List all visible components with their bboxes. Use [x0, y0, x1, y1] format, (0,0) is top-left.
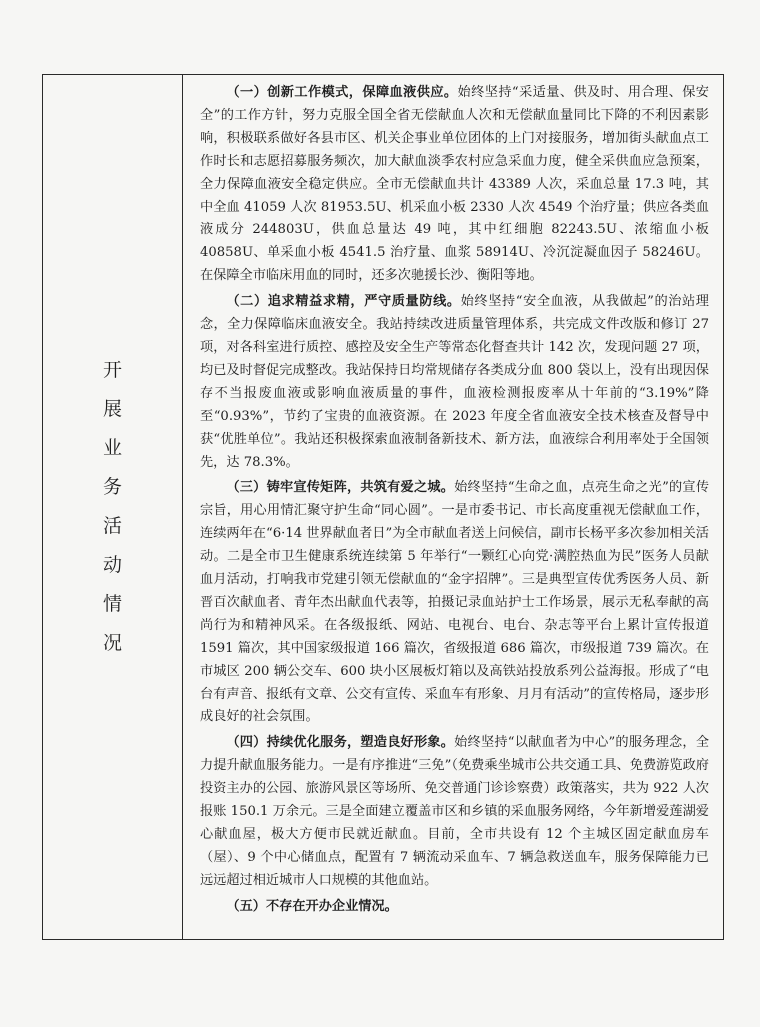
- label-char: 况: [102, 632, 122, 654]
- section-body: 始终坚持“采适量、供及时、用合理、保安全”的工作方针，努力克服全国全省无偿献血人次和无偿献血量同比下降的不利因素影响，积极联系做好各县市区、机关企事业单位团体的上门对接服务，增加街头献血点工作时长和志愿招募服务频次，加大献血淡季农村应急采血力度，健全采供血应急预案，全力保障血液安全稳定供应。全市无偿献血共计 43389 人次，采血总量 17.3 吨，其中全血 41059 人次 81953.5U、机采血小板 2330 人次 4549 个治疗量；供应各类血液成分 244803U，供血总量达 49 吨，其中红细胞 82243.5U、浓缩血小板 40858U、单采血小板 4541.5 治疗量、血浆 58914U、冷沉淀凝血因子 58246U。在保障全市临床用血的同时，还多次驰援长沙、衡阳等地。: [200, 85, 709, 284]
- report-table: [42, 74, 724, 940]
- label-char: 动: [102, 554, 122, 576]
- section-paragraph-2: [200, 291, 709, 474]
- section-body: 始终坚持“安全血液，从我做起”的治站理念，全力保障临床血液安全。我站持续改进质量管理体系，共完成文件改版和修订 27 项，对各科室进行质控、感控及安全生产等常态化督查共计 142 次，发现问题 27 项，均已及时督促完成整改。我站保持日均常规储存各类成分血 800 袋以上，没有出现因保存不当报废血液或影响血液质量的事件，血液检测报废率从十年前的“3.19%”降至“0.93%”，节约了宝贵的血液资源。在 2023 年度全省血液安全技术核查及督导中获“优胜单位”。我站还积极探索血液制备新技术、新方法，血液综合利用率处于全国领先，达 78.3%。: [200, 294, 709, 470]
- label-char: 展: [102, 398, 122, 420]
- section-paragraph-1: [200, 82, 709, 288]
- content-cell: [183, 75, 723, 939]
- section-paragraph-4: [200, 732, 709, 892]
- section-body: 始终坚持“生命之血，点亮生命之光”的宣传宗旨，用心用情汇聚守护生命“同心圆”。一是市委书记、市长高度重视无偿献血工作，连续两年在“6·14 世界献血者日”为全市献血者送上问候信，副市长杨平多次参加相关活动。二是全市卫生健康系统连续第 5 年举行“一颗红心向党·满腔热血为民”医务人员献血月活动，打响我市党建引领无偿献血的“金字招牌”。三是典型宣传优秀医务人员、新晋百次献血者、青年杰出献血代表等，拍摄记录血站护士工作场景，展示无私奉献的高尚行为和精神风采。在各级报纸、网站、电视台、电台、杂志等平台上累计宣传报道 1591 篇次，其中国家级报道 166 篇次，省级报道 686 篇次，市级报道 739 篇次。在市城区 200 辆公交车、600 块小区展板灯箱以及高铁站投放系列公益海报。形成了“电台有声音、报纸有文章、公交有宣传、采血车有形象、月月有活动”的宣传格局，逐步形成良好的社会氛围。: [200, 480, 710, 725]
- label-char: 情: [102, 593, 122, 615]
- label-char: 活: [102, 515, 122, 537]
- label-char: 业: [102, 437, 122, 459]
- section-heading: （四）持续优化服务，塑造良好形象。: [226, 735, 455, 751]
- section-label-cell: [43, 75, 183, 939]
- section-heading: （五）不存在开办企业情况。: [226, 898, 398, 914]
- section-heading: （三）铸牢宣传矩阵，共筑有爱之城。: [226, 480, 455, 496]
- section-heading: （一）创新工作模式，保障血液供应。: [226, 85, 458, 100]
- label-char: 务: [102, 476, 122, 498]
- section-heading: （二）追求精益求精，严守质量防线。: [226, 294, 461, 310]
- section-paragraph-5: [200, 896, 709, 919]
- section-body: 始终坚持“以献血者为中心”的服务理念，全力提升献血服务能力。一是有序推进“三免”（免费乘坐城市公共交通工具、免费游览政府投资主办的公园、旅游风景区等场所、免交普通门诊诊察费）政策落实，共为 922 人次报账 150.1 万余元。三是全面建立覆盖市区和乡镇的采血服务网络，今年新增爱莲湖爱心献血屋，极大方便市民就近献血。目前，全市共设有 12 个主城区固定献血房车（屋）、9 个中心储血点，配置有 7 辆流动采血车、7 辆急救送血车，服务保障能力已远远超过相近城市人口规模的其他血站。: [200, 735, 710, 888]
- label-char: 开: [102, 359, 122, 381]
- section-paragraph-3: [200, 477, 709, 729]
